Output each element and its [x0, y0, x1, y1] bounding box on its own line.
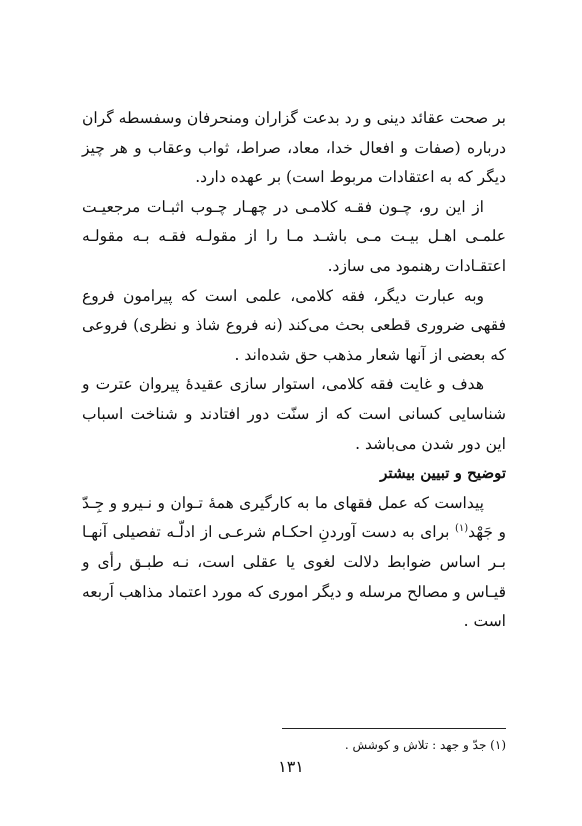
page-number: ۱۳۱	[278, 757, 304, 776]
footnote-text: (۱) جدّ و جهد : تلاش و کوشش .	[344, 738, 506, 752]
paragraph-5-part-2: برای به دست آوردنِ احکـام شرعـی از ادلّـه تفصیلی آنهـا بـر اساس ضوابط دلالت لغوی یا عقلی است، نـه طبـق رأی و قیـاس و مصالح مرسله و دیگر اموری که مورد اعتماد مذاهب اَربعه است .	[82, 523, 506, 631]
paragraph-4: هدف و غایت فقه کلامی، استوار سازی عقیدهٔ پیروان عترت و شناسایی کسانی است که از سنّت دور افتادند و شناخت اسباب این دور شدن می‌باشد .	[82, 375, 506, 453]
paragraph-5	[82, 489, 506, 637]
footnote-marker: (۱)	[454, 523, 469, 535]
footnote-divider	[282, 728, 506, 729]
main-text	[82, 104, 506, 637]
paragraph-1: بر صحت عقائد دینی و رد بدعت گزاران ومنحرفان وسفسطه گران درباره (صفات و افعال خدا، معاد، صراط، ثواب وعقاب و هر چیز دیگر که به اعتقادات مربوط است) بر عهده دارد.	[82, 109, 506, 187]
paragraph-2: از این رو، چـون فقـه کلامـی در چهـار چـوب اثبـات مرجعیـت علمـی اهـل بیـت مـی باشـد مـا را از مقولـه فقـه بـه مقولـه اعتقـادات رهنمود می سازد.	[82, 197, 506, 275]
paragraph-5-part-1: پیداست که عمل فقهای ما به کارگیری همهٔ تـوان و نـیرو و جِـدّ و جَهْد	[82, 493, 506, 542]
section-heading: توضیح و تبیین بیشتر	[380, 464, 506, 483]
paragraph-3: وبه عبارت دیگر، فقه کلامی، علمی است که پیرامون فروع فقهی ضروری قطعی بحث می‌کند (نه فروع شاذ و نظری) فروعی که بعضی از آنها شعار مذهب حق شده‌اند .	[82, 286, 506, 364]
